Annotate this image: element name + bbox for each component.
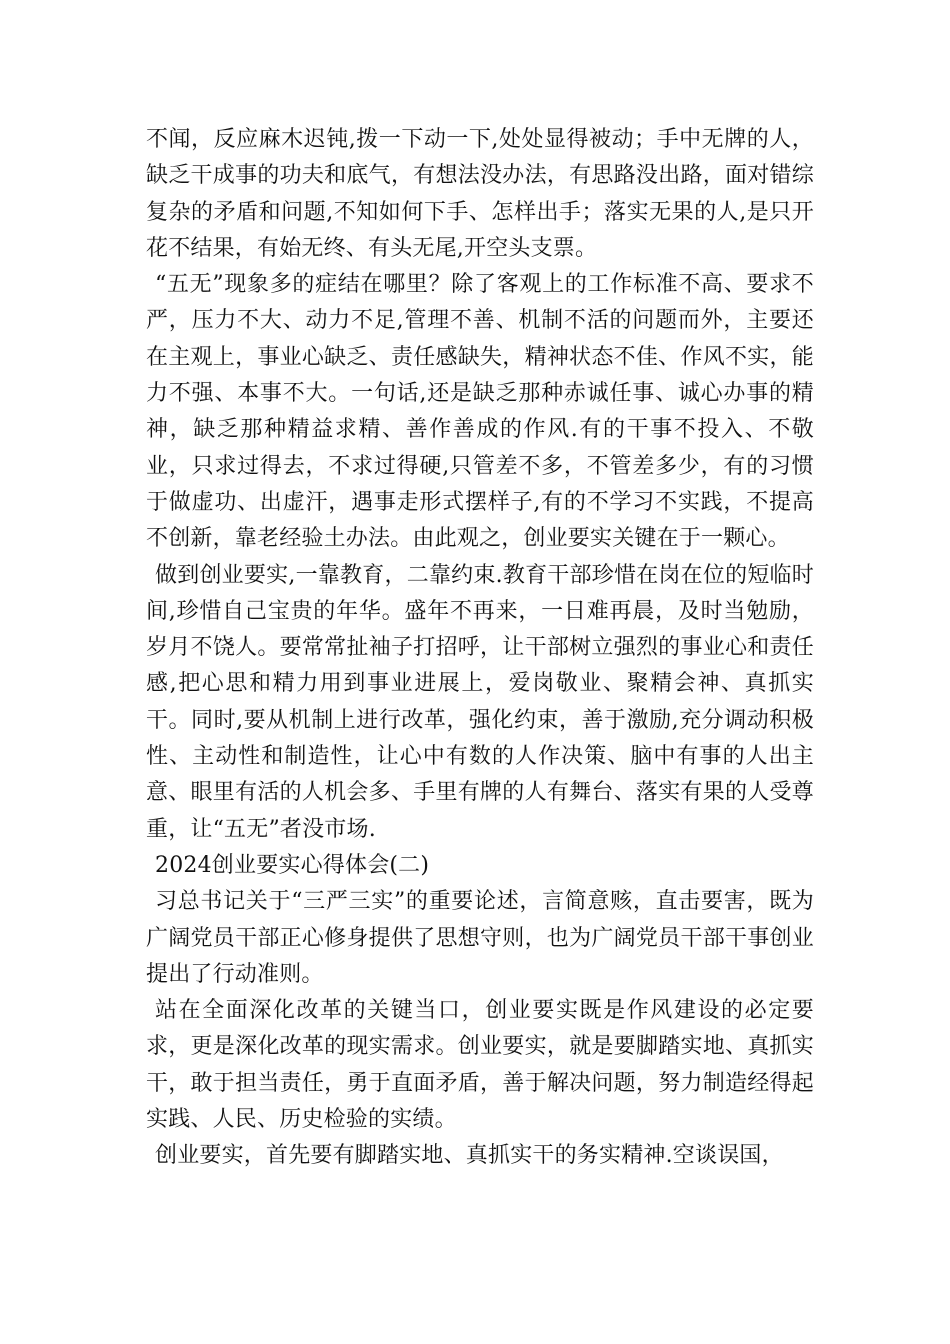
paragraph-3: 做到创业要实,一靠教育，二靠约束.教育干部珍惜在岗在位的短临时间,珍惜自己宝贵的年华。盛年不再来，一日难再晨，及时当勉励，岁月不饶人。要常常扯袖子打招呼，让干部树立强烈的事业心和责任感,把心思和精力用到事业进展上，爱岗敬业、聚精会神、真抓实干。同时,要从机制上进行改革，强化约束，善于激励,充分调动积极性、主动性和制造性，让心中有数的人作决策、脑中有事的人出主意、眼里有活的人机会多、手里有牌的人有舞台、落实有果的人受尊重，让“五无”者没市场.: [146, 562, 814, 842]
paragraph-1: 不闻，反应麻木迟钝,拨一下动一下,处处显得被动；手中无牌的人，缺乏干成事的功夫和底气，有想法没办法，有思路没出路，面对错综复杂的矛盾和问题,不知如何下手、怎样出手；落实无果的人,是只开花不结果，有始无终、有头无尾,开空头支票。: [146, 127, 814, 261]
paragraph-2: “五无”现象多的症结在哪里？除了客观上的工作标准不高、要求不严，压力不大、动力不足,管理不善、机制不活的问题而外，主要还在主观上，事业心缺乏、责任感缺失，精神状态不佳、作风不实，能力不强、本事不大。一句话,还是缺乏那种赤诚任事、诚心办事的精神，缺乏那种精益求精、善作善成的作风.有的干事不投入、不敬业，只求过得去，不求过得硬,只管差不多，不管差多少，有的习惯于做虚功、出虚汗，遇事走形式摆样子,有的不学习不实践，不提高不创新，靠老经验土办法。由此观之，创业要实关键在于一颗心。: [146, 272, 814, 552]
section-heading: 2024创业要实心得体会(二): [155, 852, 430, 878]
document-body: [146, 122, 814, 1175]
paragraph-4: 习总书记关于“三严三实”的重要论述，言简意赅，直击要害，既为广阔党员干部正心修身提供了思想守则，也为广阔党员干部干事创业提出了行动准则。: [146, 889, 814, 987]
paragraph-5: 站在全面深化改革的关键当口，创业要实既是作风建设的必定要求，更是深化改革的现实需求。创业要实，就是要脚踏实地、真抓实干，敢于担当责任，勇于直面矛盾，善于解决问题，努力制造经得起实践、人民、历史检验的实绩。: [146, 998, 814, 1133]
paragraph-6: 创业要实，首先要有脚踏实地、真抓实干的务实精神.空谈误国，: [155, 1143, 784, 1169]
